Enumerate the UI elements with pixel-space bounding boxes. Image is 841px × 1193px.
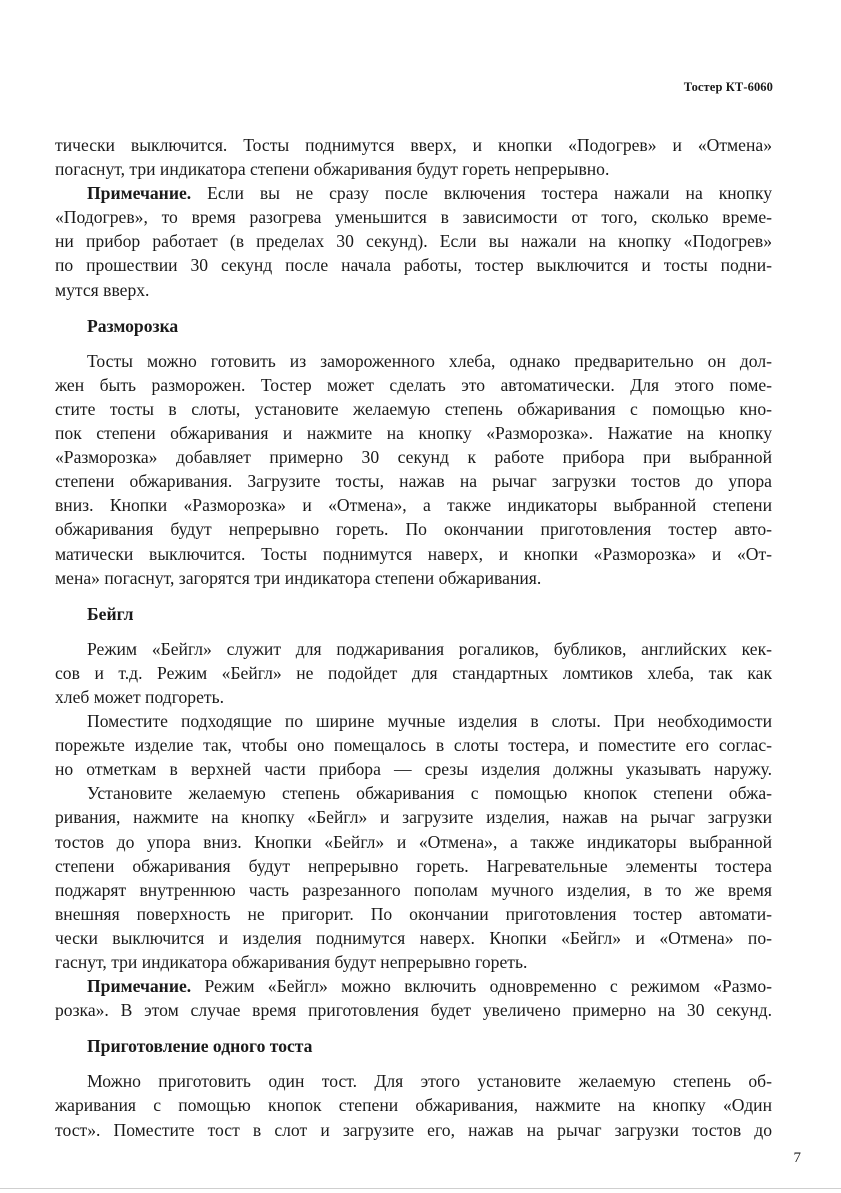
text-line: гаснут, три индикатора обжаривания будут непрерывно гореть. — [55, 952, 528, 972]
text-line: ривания, нажмите на кнопку «Бейгл» и загрузите изделия, нажав на рычаг загрузки — [55, 807, 772, 828]
section-heading-single-toast: Приготовление одного тоста — [87, 1036, 313, 1057]
text-line: погаснут, три индикатора степени обжаривания будут гореть непрерывно. — [55, 159, 610, 180]
text-line: но отметкам в верхней части прибора — срезы изделия должны указывать наружу. — [55, 759, 772, 780]
text-line: жен быть разморожен. Тостер может сделать это автоматически. Для этого поме- — [55, 374, 772, 395]
text-line: «Подогрев», то время разогрева уменьшится в зависимости от того, сколько време- — [55, 207, 772, 228]
text-line: степени обжаривания. Загрузите тосты, нажав на рычаг загрузки тостов до упора — [55, 471, 772, 492]
section-heading-bagel: Бейгл — [87, 603, 134, 624]
running-header: Тостер КТ-6060 — [683, 80, 773, 94]
page-body — [55, 133, 772, 1142]
text-line: порежьте изделие так, чтобы оно помещалось в слоты тостера, и поместите его соглас- — [55, 735, 772, 756]
text-line: обжаривания будут непрерывно гореть. По окончании приготовления тостер авто- — [55, 519, 772, 540]
section-heading-defrost: Разморозка — [87, 315, 179, 336]
text-line: мутся вверх. — [55, 279, 150, 300]
bottom-rule — [0, 1188, 841, 1189]
text-line: Режим «Бейгл» служит для поджаривания рогаликов, бубликов, английских кек- — [87, 638, 772, 659]
page-number: 7 — [793, 1150, 801, 1166]
note-label: Примечание. — [87, 183, 192, 204]
text-line: жаривания с помощью кнопок степени обжаривания, нажмите на кнопку «Один — [55, 1095, 772, 1116]
note-paragraph — [55, 181, 772, 205]
text-line: розка». В этом случае время приготовления будет увеличено примерно на 30 секунд. — [55, 1000, 772, 1021]
text-line: вниз. Кнопки «Разморозка» и «Отмена», а также индикаторы выбранной степени — [55, 495, 772, 516]
text-line: тостов до упора вниз. Кнопки «Бейгл» и «Отмена», а также индикаторы выбранной — [55, 831, 772, 852]
text-line: ни прибор работает (в пределах 30 секунд). Если вы нажали на кнопку «Подогрев» — [55, 231, 772, 252]
text-line: внешняя поверхность не пригорит. По окончании приготовления тостер автомати- — [55, 903, 772, 924]
text-line: по прошествии 30 секунд после начала работы, тостер выключится и тосты подни- — [55, 255, 772, 276]
text-line: степени обжаривания будут непрерывно гореть. Нагревательные элементы тостера — [55, 855, 772, 876]
text-line: тост». Поместите тост в слот и загрузите его, нажав на рычаг загрузки тостов до — [55, 1119, 772, 1140]
text-line: Установите желаемую степень обжаривания с помощью кнопок степени обжа- — [87, 783, 772, 804]
text-run: Если вы не сразу после включения тостера нажали на кнопку — [191, 183, 772, 204]
note-paragraph — [55, 974, 772, 998]
text-line: сов и т.д. Режим «Бейгл» не подойдет для стандартных ломтиков хлеба, так как — [55, 662, 772, 683]
text-line: Поместите подходящие по ширине мучные изделия в слоты. При необходимости — [87, 711, 772, 732]
text-line: пок степени обжаривания и нажмите на кнопку «Разморозка». Нажатие на кнопку — [55, 423, 772, 444]
text-line: матически выключится. Тосты поднимутся наверх, и кнопки «Разморозка» и «От- — [55, 543, 772, 564]
note-label: Примечание. — [87, 976, 192, 997]
text-line: поджарят внутреннюю часть разрезанного пополам мучного изделия, в то же время — [55, 879, 772, 900]
text-run: Режим «Бейгл» можно включить одновременно с режимом «Размо- — [191, 976, 772, 997]
text-line: хлеб может подгореть. — [55, 686, 224, 707]
text-line: стите тосты в слоты, установите желаемую степень обжаривания с помощью кно- — [55, 398, 772, 419]
text-line: Можно приготовить один тост. Для этого установите желаемую степень об- — [87, 1071, 772, 1092]
text-line: мена» погаснут, загорятся три индикатора степени обжаривания. — [55, 567, 542, 588]
text-line: Тосты можно готовить из замороженного хлеба, однако предварительно он дол- — [87, 350, 772, 371]
text-line: «Разморозка» добавляет примерно 30 секунд к работе прибора при выбранной — [55, 447, 772, 468]
text-line: тически выключится. Тосты поднимутся вверх, и кнопки «Подогрев» и «Отмена» — [55, 135, 772, 155]
text-line: чески выключится и изделия поднимутся наверх. Кнопки «Бейгл» и «Отмена» по- — [55, 927, 772, 948]
